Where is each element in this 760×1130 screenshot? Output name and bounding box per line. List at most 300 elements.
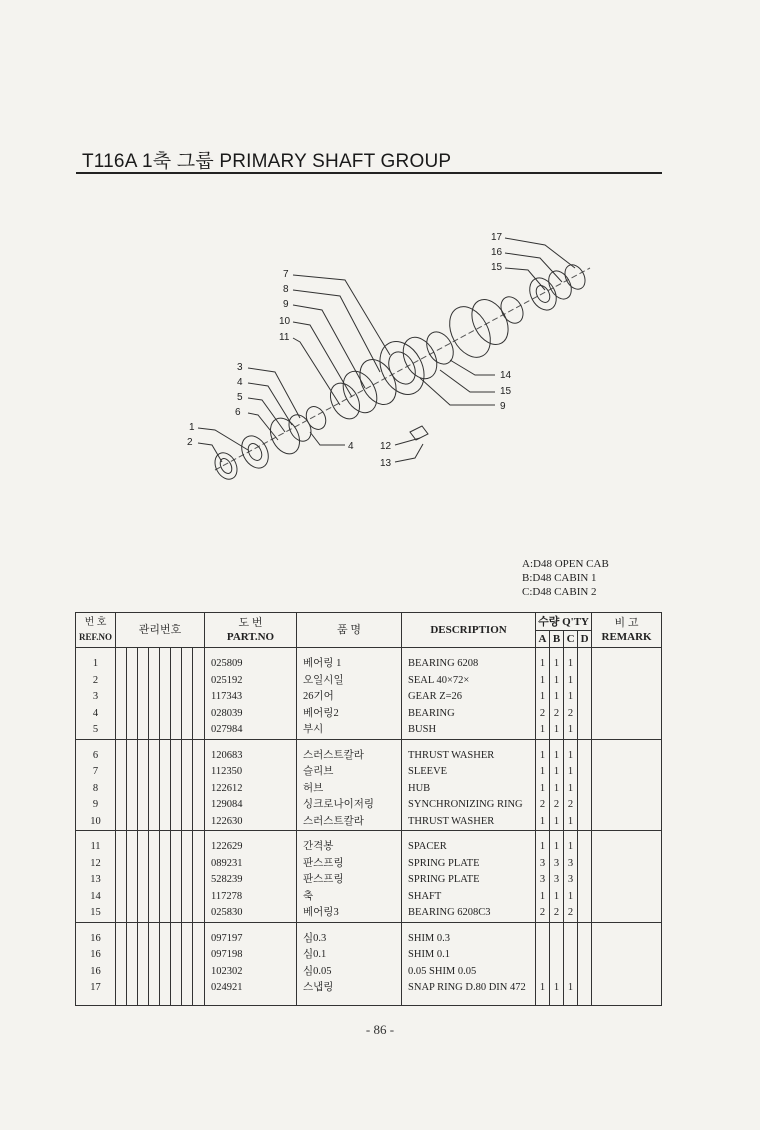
sleeve-part — [371, 334, 433, 402]
mgmt-no-cell — [149, 814, 160, 831]
mgmt-no-cell — [193, 964, 205, 981]
callout-4-left: 4 — [237, 377, 243, 388]
part-no-cell: 102302 — [205, 964, 297, 981]
part-no-cell: 528239 — [205, 872, 297, 889]
callout-16: 16 — [491, 247, 503, 258]
part-no-cell: 097198 — [205, 947, 297, 964]
mgmt-no-cell — [182, 656, 193, 673]
mgmt-no-cell — [160, 839, 171, 856]
qty-c-cell: 2 — [564, 797, 578, 814]
qty-a-cell: 1 — [536, 689, 550, 706]
qty-a-cell: 3 — [536, 856, 550, 873]
mgmt-no-cell — [193, 781, 205, 798]
mgmt-no-cell — [171, 689, 182, 706]
ref-no-cell: 16 — [76, 931, 116, 948]
qty-c-cell: 1 — [564, 748, 578, 765]
qty-b-cell — [550, 947, 564, 964]
mgmt-no-cell — [193, 856, 205, 873]
name-kr-cell: 간격봉 — [297, 839, 402, 856]
description-cell: SYNCHRONIZING RING — [402, 797, 536, 814]
mgmt-no-cell — [193, 722, 205, 739]
mgmt-no-cell — [171, 764, 182, 781]
description-cell: THRUST WASHER — [402, 748, 536, 765]
qty-a-cell — [536, 947, 550, 964]
part-no-cell: 089231 — [205, 856, 297, 873]
description-cell: SPRING PLATE — [402, 872, 536, 889]
name-kr-cell: 스러스트칼라 — [297, 814, 402, 831]
name-kr-cell: 심0.1 — [297, 947, 402, 964]
config-a: A:D48 OPEN CAB — [522, 558, 609, 570]
mgmt-no-cell — [116, 814, 127, 831]
mgmt-no-cell — [138, 797, 149, 814]
mgmt-no-cell — [116, 748, 127, 765]
mgmt-no-cell — [116, 856, 127, 873]
qty-d-cell — [578, 905, 592, 922]
mgmt-no-cell — [127, 980, 138, 997]
remark-cell — [592, 839, 662, 856]
mgmt-no-cell — [149, 781, 160, 798]
qty-c-cell: 1 — [564, 889, 578, 906]
ref-no-cell: 3 — [76, 689, 116, 706]
config-b: B:D48 CABIN 1 — [522, 572, 597, 584]
description-cell: HUB — [402, 781, 536, 798]
mgmt-no-cell — [138, 964, 149, 981]
callout-7: 7 — [283, 269, 289, 280]
name-kr-cell: 스러스트칼라 — [297, 748, 402, 765]
callout-14: 14 — [500, 370, 512, 381]
ref-no-cell: 6 — [76, 748, 116, 765]
mgmt-no-cell — [171, 706, 182, 723]
mgmt-no-cell — [160, 931, 171, 948]
mgmt-no-cell — [160, 905, 171, 922]
name-kr-cell: 베어링 1 — [297, 656, 402, 673]
part-no-cell: 117343 — [205, 689, 297, 706]
mgmt-no-cell — [182, 964, 193, 981]
table-row — [76, 781, 662, 798]
header-qty-d: D — [580, 632, 589, 645]
qty-c-cell — [564, 931, 578, 948]
qty-d-cell — [578, 689, 592, 706]
mgmt-no-cell — [116, 872, 127, 889]
ref-no-cell: 10 — [76, 814, 116, 831]
remark-cell — [592, 748, 662, 765]
qty-c-cell: 1 — [564, 764, 578, 781]
part-no-cell: 129084 — [205, 797, 297, 814]
remark-cell — [592, 889, 662, 906]
mgmt-no-cell — [182, 706, 193, 723]
mgmt-no-cell — [116, 764, 127, 781]
header-qty-a: A — [536, 631, 550, 647]
mgmt-no-cell — [182, 748, 193, 765]
mgmt-no-cell — [127, 764, 138, 781]
table-row — [76, 797, 662, 814]
header-description: DESCRIPTION — [402, 613, 536, 648]
callout-15-top: 15 — [491, 262, 503, 273]
mgmt-no-cell — [193, 656, 205, 673]
mgmt-no-cell — [193, 797, 205, 814]
qty-a-cell: 1 — [536, 839, 550, 856]
description-cell: SHIM 0.3 — [402, 931, 536, 948]
description-cell: BUSH — [402, 722, 536, 739]
exploded-parts-diagram — [0, 0, 760, 520]
bearing-part — [236, 431, 273, 472]
mgmt-no-cell — [127, 872, 138, 889]
ref-no-cell: 5 — [76, 722, 116, 739]
remark-cell — [592, 797, 662, 814]
table-row — [76, 964, 662, 981]
name-kr-cell: 베어링2 — [297, 706, 402, 723]
qty-a-cell: 1 — [536, 814, 550, 831]
qty-b-cell: 1 — [550, 889, 564, 906]
remark-cell — [592, 947, 662, 964]
name-kr-cell: 26기어 — [297, 689, 402, 706]
qty-b-cell: 1 — [550, 656, 564, 673]
description-cell: SHIM 0.1 — [402, 947, 536, 964]
qty-b-cell: 1 — [550, 764, 564, 781]
mgmt-no-cell — [138, 689, 149, 706]
qty-d-cell — [578, 856, 592, 873]
mgmt-no-cell — [116, 980, 127, 997]
qty-c-cell: 1 — [564, 814, 578, 831]
mgmt-no-cell — [193, 814, 205, 831]
callout-4-right: 4 — [348, 441, 354, 452]
ref-no-cell: 7 — [76, 764, 116, 781]
ref-no-cell: 12 — [76, 856, 116, 873]
qty-a-cell: 1 — [536, 748, 550, 765]
remark-cell — [592, 656, 662, 673]
description-cell: SPRING PLATE — [402, 856, 536, 873]
seal-part — [211, 449, 242, 483]
mgmt-no-cell — [138, 706, 149, 723]
mgmt-no-cell — [182, 764, 193, 781]
header-name-kr: 품 명 — [297, 613, 402, 648]
name-kr-cell: 심0.05 — [297, 964, 402, 981]
remark-cell — [592, 931, 662, 948]
mgmt-no-cell — [171, 889, 182, 906]
remark-cell — [592, 781, 662, 798]
qty-d-cell — [578, 980, 592, 997]
mgmt-no-cell — [127, 797, 138, 814]
description-cell: 0.05 SHIM 0.05 — [402, 964, 536, 981]
qty-b-cell: 1 — [550, 781, 564, 798]
mgmt-no-cell — [138, 839, 149, 856]
qty-a-cell: 1 — [536, 722, 550, 739]
page-number: - 86 - — [365, 1022, 395, 1037]
table-end-spacer — [76, 997, 662, 1006]
header-ref: 번 호 REF.NO — [76, 613, 116, 648]
mgmt-no-cell — [182, 889, 193, 906]
mgmt-no-cell — [182, 872, 193, 889]
group-spacer — [76, 648, 662, 657]
mgmt-no-cell — [116, 706, 127, 723]
mgmt-no-cell — [149, 905, 160, 922]
callout-1: 1 — [189, 422, 195, 433]
mgmt-no-cell — [182, 839, 193, 856]
mgmt-no-cell — [127, 689, 138, 706]
name-kr-cell: 판스프링 — [297, 872, 402, 889]
part-no-cell: 025809 — [205, 656, 297, 673]
qty-d-cell — [578, 722, 592, 739]
mgmt-no-cell — [127, 748, 138, 765]
qty-b-cell — [550, 931, 564, 948]
description-cell: SNAP RING D.80 DIN 472 — [402, 980, 536, 997]
mgmt-no-cell — [193, 689, 205, 706]
config-legend — [522, 557, 609, 599]
qty-b-cell: 2 — [550, 797, 564, 814]
name-kr-cell: 스냅링 — [297, 980, 402, 997]
mgmt-no-cell — [116, 797, 127, 814]
remark-cell — [592, 980, 662, 997]
part-no-cell: 025830 — [205, 905, 297, 922]
part-no-cell: 024921 — [205, 980, 297, 997]
gear-part — [265, 413, 306, 459]
group-spacer — [76, 739, 662, 748]
table-row — [76, 980, 662, 997]
remark-cell — [592, 722, 662, 739]
callout-10: 10 — [279, 316, 291, 327]
mgmt-no-cell — [138, 748, 149, 765]
mgmt-no-cell — [171, 839, 182, 856]
mgmt-no-cell — [138, 673, 149, 690]
name-kr-cell: 부시 — [297, 722, 402, 739]
part-no-cell: 122612 — [205, 781, 297, 798]
qty-d-cell — [578, 931, 592, 948]
qty-a-cell: 2 — [536, 905, 550, 922]
qty-c-cell: 1 — [564, 656, 578, 673]
remark-cell — [592, 764, 662, 781]
mgmt-no-cell — [193, 931, 205, 948]
qty-c-cell: 1 — [564, 839, 578, 856]
qty-d-cell — [578, 656, 592, 673]
qty-d-cell — [578, 706, 592, 723]
qty-c-cell: 2 — [564, 706, 578, 723]
qty-c-cell: 1 — [564, 781, 578, 798]
mgmt-no-cell — [138, 889, 149, 906]
ref-no-cell: 17 — [76, 980, 116, 997]
qty-d-cell — [578, 839, 592, 856]
mgmt-no-cell — [193, 872, 205, 889]
mgmt-no-cell — [127, 781, 138, 798]
remark-cell — [592, 856, 662, 873]
mgmt-no-cell — [116, 947, 127, 964]
mgmt-no-cell — [171, 856, 182, 873]
mgmt-no-cell — [127, 722, 138, 739]
mgmt-no-cell — [138, 931, 149, 948]
snap-ring-part — [561, 261, 589, 292]
mgmt-no-cell — [160, 872, 171, 889]
mgmt-no-cell — [182, 673, 193, 690]
qty-a-cell — [536, 964, 550, 981]
mgmt-no-cell — [171, 781, 182, 798]
mgmt-no-cell — [149, 872, 160, 889]
mgmt-no-cell — [149, 689, 160, 706]
mgmt-no-cell — [127, 656, 138, 673]
table-row — [76, 748, 662, 765]
ref-no-cell: 1 — [76, 656, 116, 673]
mgmt-no-cell — [149, 748, 160, 765]
mgmt-no-cell — [182, 722, 193, 739]
qty-a-cell: 2 — [536, 706, 550, 723]
mgmt-no-cell — [193, 706, 205, 723]
qty-c-cell: 2 — [564, 905, 578, 922]
callout-13: 13 — [380, 458, 392, 469]
mgmt-no-cell — [149, 722, 160, 739]
mgmt-no-cell — [160, 706, 171, 723]
mgmt-no-cell — [127, 856, 138, 873]
mgmt-no-cell — [182, 905, 193, 922]
mgmt-no-cell — [171, 673, 182, 690]
qty-b-cell: 3 — [550, 856, 564, 873]
description-cell: SEAL 40×72× — [402, 673, 536, 690]
mgmt-no-cell — [138, 856, 149, 873]
remark-cell — [592, 905, 662, 922]
remark-cell — [592, 689, 662, 706]
qty-b-cell: 2 — [550, 905, 564, 922]
table-row — [76, 656, 662, 673]
qty-a-cell: 1 — [536, 656, 550, 673]
mgmt-no-cell — [182, 947, 193, 964]
mgmt-no-cell — [127, 814, 138, 831]
mgmt-no-cell — [127, 905, 138, 922]
callout-6: 6 — [235, 407, 241, 418]
mgmt-no-cell — [182, 781, 193, 798]
description-cell: SPACER — [402, 839, 536, 856]
description-cell: THRUST WASHER — [402, 814, 536, 831]
qty-d-cell — [578, 673, 592, 690]
qty-b-cell: 1 — [550, 673, 564, 690]
mgmt-no-cell — [149, 797, 160, 814]
group-spacer — [76, 831, 662, 840]
ref-no-cell: 4 — [76, 706, 116, 723]
table-row — [76, 839, 662, 856]
qty-a-cell: 1 — [536, 764, 550, 781]
mgmt-no-cell — [193, 947, 205, 964]
mgmt-no-cell — [171, 814, 182, 831]
callout-12: 12 — [380, 441, 392, 452]
mgmt-no-cell — [171, 947, 182, 964]
qty-c-cell: 3 — [564, 856, 578, 873]
qty-b-cell — [550, 964, 564, 981]
table-row — [76, 947, 662, 964]
mgmt-no-cell — [171, 964, 182, 981]
name-kr-cell: 베어링3 — [297, 905, 402, 922]
mgmt-no-cell — [138, 980, 149, 997]
qty-b-cell: 1 — [550, 839, 564, 856]
part-no-cell: 122630 — [205, 814, 297, 831]
mgmt-no-cell — [160, 856, 171, 873]
mgmt-no-cell — [149, 839, 160, 856]
mgmt-no-cell — [116, 931, 127, 948]
part-no-cell: 117278 — [205, 889, 297, 906]
mgmt-no-cell — [160, 656, 171, 673]
parts-table-body — [76, 648, 662, 1006]
part-no-cell: 112350 — [205, 764, 297, 781]
qty-b-cell: 2 — [550, 706, 564, 723]
mgmt-no-cell — [138, 722, 149, 739]
mgmt-no-cell — [171, 872, 182, 889]
ref-no-cell: 13 — [76, 872, 116, 889]
ref-no-cell: 16 — [76, 964, 116, 981]
table-row — [76, 889, 662, 906]
qty-c-cell: 3 — [564, 872, 578, 889]
mgmt-no-cell — [182, 980, 193, 997]
ref-no-cell: 15 — [76, 905, 116, 922]
mgmt-no-cell — [160, 889, 171, 906]
config-c: C:D48 CABIN 2 — [522, 586, 597, 598]
callout-3: 3 — [237, 362, 243, 373]
part-no-cell: 120683 — [205, 748, 297, 765]
part-no-cell: 097197 — [205, 931, 297, 948]
table-row — [76, 872, 662, 889]
qty-d-cell — [578, 872, 592, 889]
ref-no-cell: 16 — [76, 947, 116, 964]
qty-a-cell: 2 — [536, 797, 550, 814]
callout-17: 17 — [491, 232, 503, 243]
mgmt-no-cell — [193, 905, 205, 922]
remark-cell — [592, 814, 662, 831]
callout-5: 5 — [237, 392, 243, 403]
qty-d-cell — [578, 797, 592, 814]
mgmt-no-cell — [116, 964, 127, 981]
qty-a-cell: 3 — [536, 872, 550, 889]
name-kr-cell: 슬리브 — [297, 764, 402, 781]
mgmt-no-cell — [149, 856, 160, 873]
mgmt-no-cell — [182, 814, 193, 831]
table-row — [76, 856, 662, 873]
table-row — [76, 673, 662, 690]
table-row — [76, 905, 662, 922]
mgmt-no-cell — [116, 781, 127, 798]
mgmt-no-cell — [149, 673, 160, 690]
page-title: T116A 1축 그룹 PRIMARY SHAFT GROUP — [82, 151, 452, 172]
part-no-cell: 027984 — [205, 722, 297, 739]
qty-d-cell — [578, 814, 592, 831]
mgmt-no-cell — [116, 722, 127, 739]
description-cell: BEARING 6208 — [402, 656, 536, 673]
ref-no-cell: 11 — [76, 839, 116, 856]
mgmt-no-cell — [160, 748, 171, 765]
mgmt-no-cell — [149, 931, 160, 948]
qty-b-cell: 1 — [550, 722, 564, 739]
qty-d-cell — [578, 947, 592, 964]
mgmt-no-cell — [193, 889, 205, 906]
mgmt-no-cell — [171, 905, 182, 922]
part-no-cell: 122629 — [205, 839, 297, 856]
parts-table — [75, 612, 662, 1006]
shaft-gear-part — [441, 300, 498, 365]
mgmt-no-cell — [116, 673, 127, 690]
callout-8: 8 — [283, 284, 289, 295]
callout-11: 11 — [279, 332, 290, 343]
mgmt-no-cell — [127, 964, 138, 981]
table-row — [76, 764, 662, 781]
mgmt-no-cell — [171, 980, 182, 997]
mgmt-no-cell — [149, 764, 160, 781]
table-row — [76, 706, 662, 723]
mgmt-no-cell — [138, 781, 149, 798]
bearing3-part — [524, 273, 561, 314]
mgmt-no-cell — [160, 781, 171, 798]
qty-a-cell: 1 — [536, 889, 550, 906]
header-qty-b: B — [550, 631, 564, 647]
remark-cell — [592, 872, 662, 889]
callout-15-right: 15 — [500, 386, 512, 397]
mgmt-no-cell — [193, 839, 205, 856]
qty-b-cell: 1 — [550, 748, 564, 765]
mgmt-no-cell — [138, 905, 149, 922]
qty-c-cell — [564, 964, 578, 981]
mgmt-no-cell — [182, 931, 193, 948]
